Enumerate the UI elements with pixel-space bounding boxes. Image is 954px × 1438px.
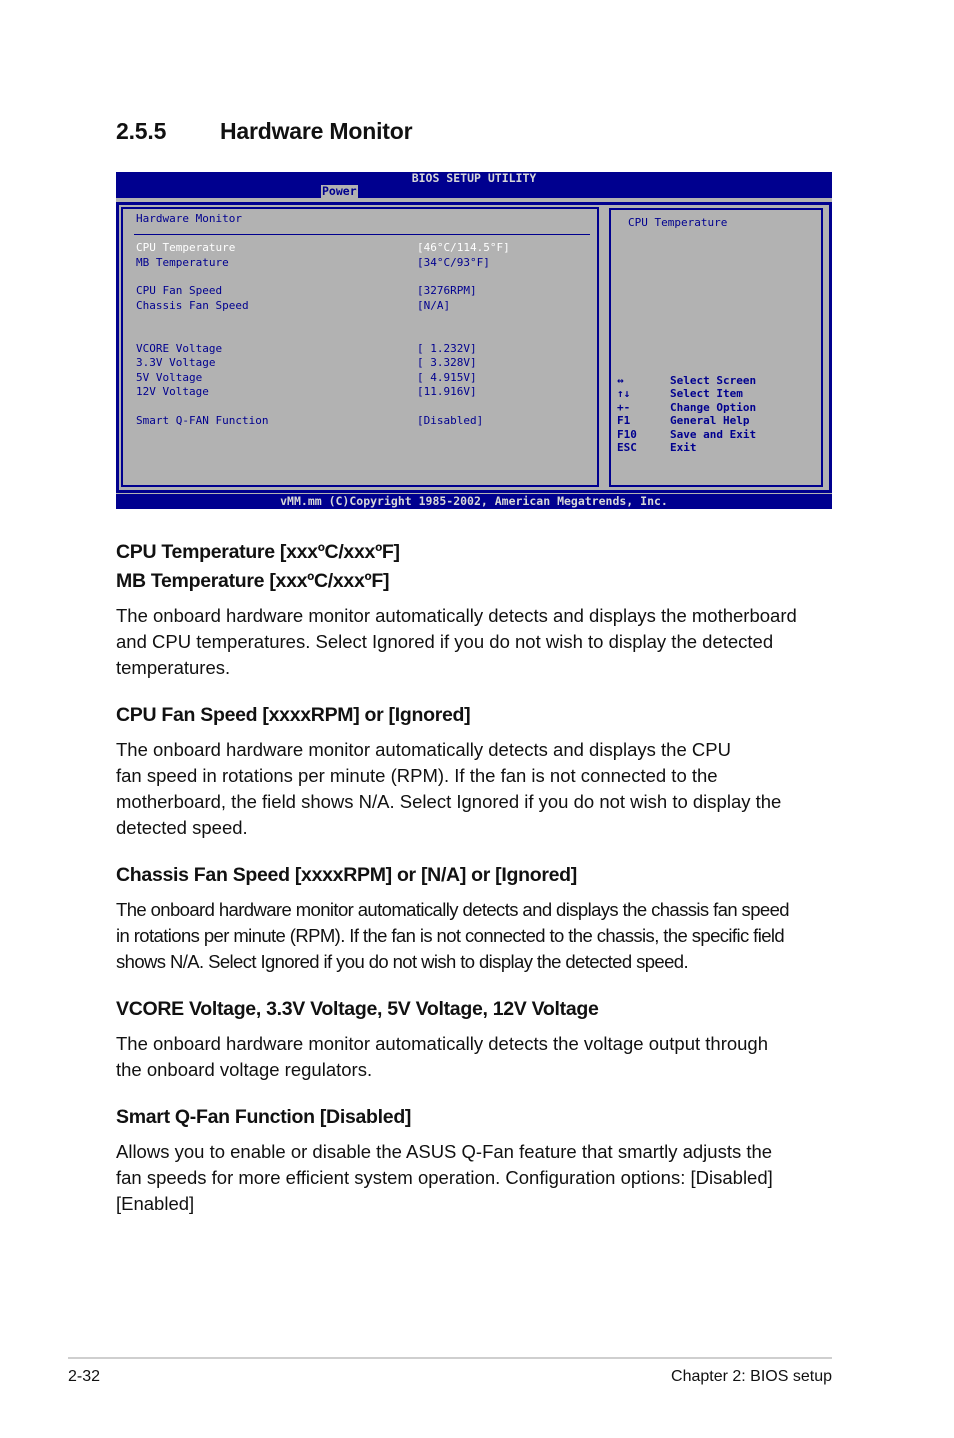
bios-panel-divider: [134, 234, 590, 235]
key-f1: F1: [617, 414, 631, 427]
row-label: Smart Q-FAN Function: [136, 414, 269, 427]
page-number: 2-32: [68, 1368, 101, 1385]
row-label: 3.3V Voltage: [136, 356, 216, 369]
chapter-label: Chapter 2: BIOS setup: [671, 1368, 832, 1385]
row-value: [34°C/93°F]: [417, 256, 490, 269]
paragraph-cpu-fan-speed: [116, 737, 836, 841]
row-label: 12V Voltage: [136, 385, 209, 398]
row-label: VCORE Voltage: [136, 342, 223, 355]
plus-minus-icon: +-: [617, 401, 631, 414]
section-title: [116, 118, 412, 145]
text-line: The onboard hardware monitor automatically detects the voltage output through: [116, 1033, 769, 1054]
row-value: [11.916V]: [417, 385, 477, 398]
key-desc-exit: Exit: [670, 441, 697, 454]
row-value: [3276RPM]: [417, 284, 477, 297]
text-line: The onboard hardware monitor automatically detects and displays the CPU: [116, 739, 731, 760]
heading-cpu-temperature: CPU Temperature [xxxºC/xxxºF]: [116, 541, 400, 563]
row-label: CPU Temperature: [136, 241, 236, 254]
key-desc-save-exit: Save and Exit: [670, 428, 757, 441]
row-value: [N/A]: [417, 299, 451, 312]
heading-voltages: VCORE Voltage, 3.3V Voltage, 5V Voltage, 12V Voltage: [116, 998, 599, 1020]
footer-divider: [68, 1357, 832, 1359]
text-line: The onboard hardware monitor automatically detects and displays the motherboard: [116, 605, 797, 626]
key-esc: ESC: [617, 441, 637, 454]
row-value: [ 3.328V]: [417, 356, 477, 369]
bios-panel-title: Hardware Monitor: [136, 212, 242, 225]
up-down-arrow-icon: ↑↓: [617, 387, 631, 400]
bios-tab-power[interactable]: Power: [322, 184, 357, 198]
text-line: and CPU temperatures. Select Ignored if you do not wish to display the detected: [116, 631, 774, 652]
key-desc-change-option: Change Option: [670, 401, 757, 414]
key-f10: F10: [617, 428, 637, 441]
paragraph-chassis-fan-speed: [116, 897, 836, 975]
row-value: [ 4.915V]: [417, 371, 477, 384]
bios-help-panel: [609, 208, 823, 487]
heading-mb-temperature: MB Temperature [xxxºC/xxxºF]: [116, 570, 390, 592]
text-line: motherboard, the field shows N/A. Select Ignored if you do not wish to display the: [116, 791, 782, 812]
heading-chassis-fan-speed: Chassis Fan Speed [xxxxRPM] or [N/A] or [Ignored]: [116, 864, 577, 886]
key-desc-select-item: Select Item: [670, 387, 743, 400]
section-title-text: Hardware Monitor: [220, 118, 413, 144]
text-line: Allows you to enable or disable the ASUS Q-Fan feature that smartly adjusts the: [116, 1141, 773, 1162]
bios-screenshot: [116, 172, 832, 509]
text-line: the onboard voltage regulators.: [116, 1059, 373, 1080]
paragraph-voltages: [116, 1031, 836, 1083]
row-label: Chassis Fan Speed: [136, 299, 249, 312]
section-number: 2.5.5: [116, 118, 167, 144]
text-line: shows N/A. Select Ignored if you do not wish to display the detected speed.: [116, 951, 689, 972]
row-label: 5V Voltage: [136, 371, 203, 384]
paragraph-temperature: [116, 603, 836, 681]
text-line: fan speeds for more efficient system operation. Configuration options: [Disabled]: [116, 1167, 773, 1188]
text-line: fan speed in rotations per minute (RPM). If the fan is not connected to the: [116, 765, 718, 786]
row-label: MB Temperature: [136, 256, 229, 269]
left-right-arrow-icon: ↔: [617, 374, 624, 387]
paragraph-smart-qfan: [116, 1139, 836, 1217]
text-line: [Enabled]: [116, 1193, 195, 1214]
bios-copyright: vMM.mm (C)Copyright 1985-2002, American Megatrends, Inc.: [280, 494, 668, 508]
row-value: [46°C/114.5°F]: [417, 241, 510, 254]
text-line: The onboard hardware monitor automatically detects and displays the chassis fan speed: [116, 899, 789, 920]
text-line: detected speed.: [116, 817, 248, 838]
key-desc-general-help: General Help: [670, 414, 750, 427]
key-desc-select-screen: Select Screen: [670, 374, 757, 387]
text-line: in rotations per minute (RPM). If the fan is not connected to the chassis, the specific field: [116, 925, 785, 946]
bios-utility-title: BIOS SETUP UTILITY: [411, 171, 537, 185]
row-value: [Disabled]: [417, 414, 484, 427]
row-value: [ 1.232V]: [417, 342, 477, 355]
row-label: CPU Fan Speed: [136, 284, 223, 297]
heading-smart-qfan: Smart Q-Fan Function [Disabled]: [116, 1106, 412, 1128]
text-line: temperatures.: [116, 657, 231, 678]
heading-cpu-fan-speed: CPU Fan Speed [xxxxRPM] or [Ignored]: [116, 704, 471, 726]
bios-help-title: CPU Temperature: [628, 216, 728, 229]
